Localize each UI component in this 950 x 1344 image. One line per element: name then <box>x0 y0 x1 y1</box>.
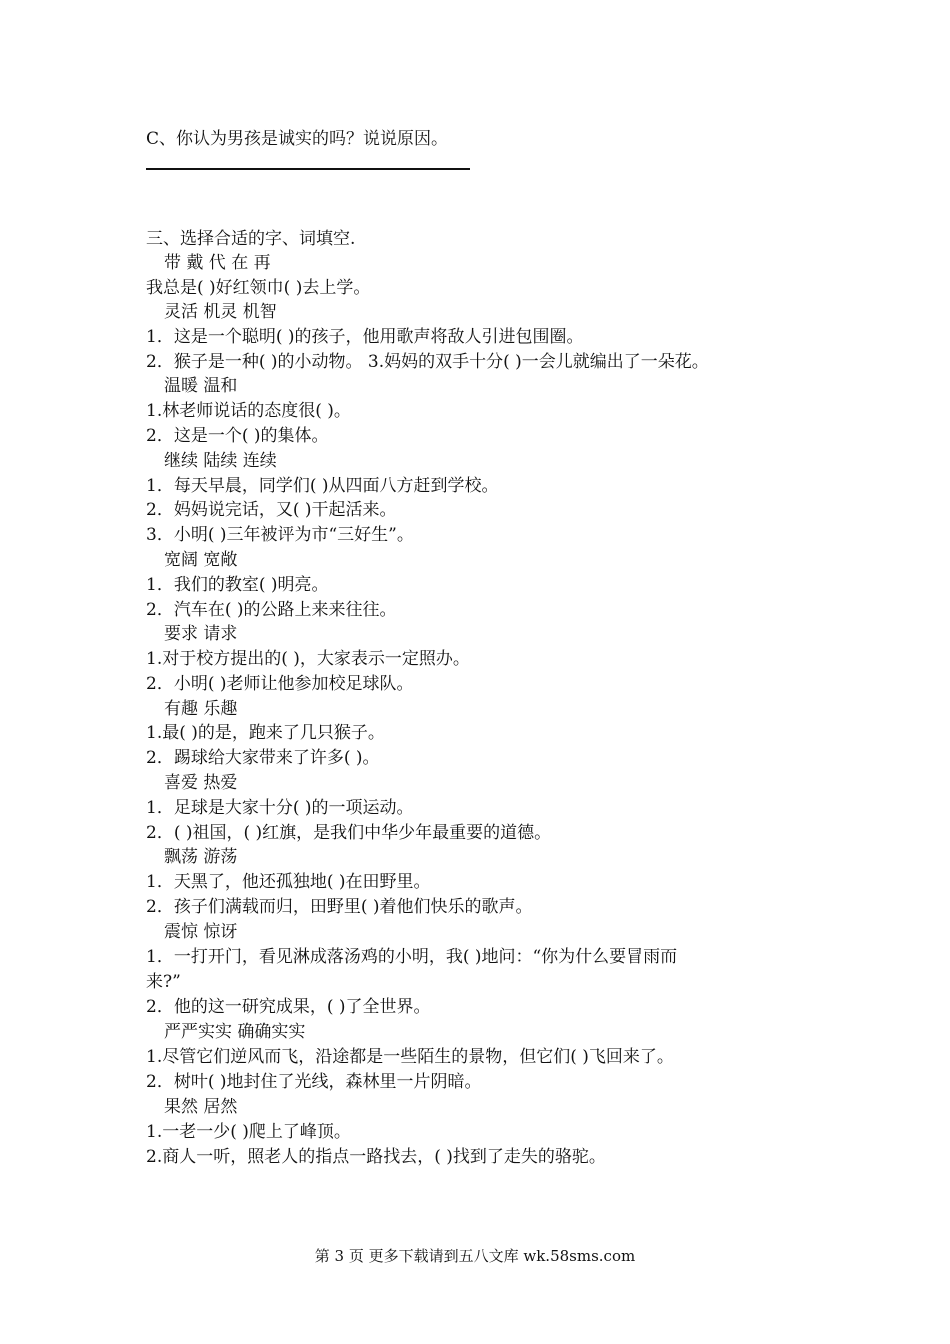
fill-blank-item: 1．每天早晨，同学们( )从四面八方赶到学校。 <box>146 476 499 496</box>
word-options: 震惊 惊讶 <box>164 922 238 942</box>
section-title: 三、选择合适的字、词填空. <box>146 229 356 249</box>
fill-blank-item: 2．小明( )老师让他参加校足球队。 <box>146 674 414 694</box>
word-options: 继续 陆续 连续 <box>164 451 277 471</box>
word-options: 温暖 温和 <box>164 376 238 396</box>
fill-blank-item: 1．我们的教室( )明亮。 <box>146 575 329 595</box>
fill-blank-item: 我总是( )好红领巾( )去上学。 <box>146 278 371 298</box>
word-options: 宽阔 宽敞 <box>164 550 238 570</box>
fill-blank-item: 1.一老一少( )爬上了峰顶。 <box>146 1122 351 1142</box>
fill-blank-item: 2.商人一听，照老人的指点一路找去，( )找到了走失的骆驼。 <box>146 1147 606 1167</box>
fill-blank-item: 2．孩子们满载而归，田野里( )着他们快乐的歌声。 <box>146 897 533 917</box>
fill-blank-item: 2．汽车在( )的公路上来来往往。 <box>146 600 397 620</box>
fill-blank-item: 2．踢球给大家带来了许多( )。 <box>146 748 380 768</box>
fill-blank-item: 1．天黑了，他还孤独地( )在田野里。 <box>146 872 431 892</box>
word-options: 带 戴 代 在 再 <box>164 253 271 273</box>
fill-blank-item: 1.尽管它们逆风而飞，沿途都是一些陌生的景物，但它们( )飞回来了。 <box>146 1047 674 1067</box>
page-footer: 第 3 页 更多下载请到五八文库 wk.58sms.com <box>314 1247 636 1265</box>
fill-blank-item: 1.最( )的是，跑来了几只猴子。 <box>146 723 385 743</box>
answer-line <box>146 168 470 170</box>
fill-blank-item: 1.林老师说话的态度很( )。 <box>146 401 351 421</box>
fill-blank-item: 1.对于校方提出的( )，大家表示一定照办。 <box>146 649 470 669</box>
fill-blank-item: 1．足球是大家十分( )的一项运动。 <box>146 798 414 818</box>
fill-blank-item: 来?” <box>146 972 181 992</box>
fill-blank-item: 2．猴子是一种( )的小动物。 3.妈妈的双手十分( )一会儿就编出了一朵花。 <box>146 352 709 372</box>
word-options: 果然 居然 <box>164 1097 238 1117</box>
word-options: 灵活 机灵 机智 <box>164 302 277 322</box>
question-c: C、你认为男孩是诚实的吗？说说原因。 <box>146 129 449 149</box>
word-options: 飘荡 游荡 <box>164 847 238 867</box>
fill-blank-item: 2．( )祖国，( )红旗，是我们中华少年最重要的道德。 <box>146 823 552 843</box>
word-options: 有趣 乐趣 <box>164 699 238 719</box>
fill-blank-item: 2．这是一个( )的集体。 <box>146 426 329 446</box>
fill-blank-item: 2．妈妈说完话，又( )干起活来。 <box>146 500 397 520</box>
fill-blank-item: 2．他的这一研究成果，( )了全世界。 <box>146 997 431 1017</box>
fill-blank-item: 1．一打开门，看见淋成落汤鸡的小明，我( )地问：“你为什么要冒雨而 <box>146 947 678 967</box>
fill-blank-item: 3．小明( )三年被评为市“三好生”。 <box>146 525 414 545</box>
word-options: 严严实实 确确实实 <box>164 1022 306 1042</box>
fill-blank-item: 1．这是一个聪明( )的孩子，他用歌声将敌人引进包围圈。 <box>146 327 584 347</box>
fill-blank-item: 2．树叶( )地封住了光线，森林里一片阴暗。 <box>146 1072 482 1092</box>
word-options: 喜爱 热爱 <box>164 773 238 793</box>
word-options: 要求 请求 <box>164 624 238 644</box>
